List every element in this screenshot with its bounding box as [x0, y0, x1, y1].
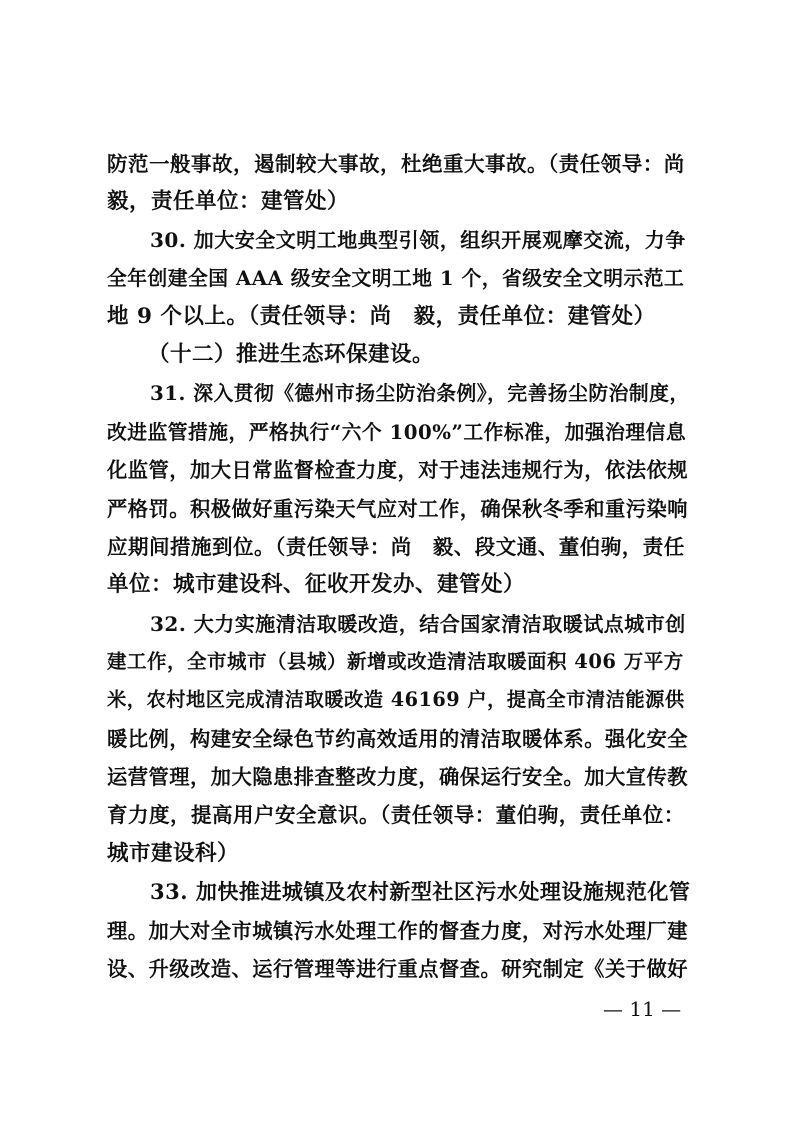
text-line: 应期间措施到位。（责任领导：尚 毅、段文通、董伯驹，责任 [107, 535, 685, 559]
text-line: 地 9 个以上。（责任领导：尚 毅，责任单位：建管处） [107, 304, 656, 329]
text-line: 单位：城市建设科、征收开发办、建管处） [107, 572, 526, 597]
text-line: 育力度，提高用户安全意识。（责任领导：董伯驹，责任单位： [107, 803, 685, 827]
text-line: 设、升级改造、运行管理等进行重点督查。研究制定《关于做好 [107, 957, 689, 981]
section-heading: （十二）推进生态环保建设。 [148, 342, 435, 367]
text-line: 理。加大对全市城镇污水处理工作的督查力度，对污水处理厂建 [107, 919, 689, 943]
text-line: 暖比例，构建安全绿色节约高效适用的清洁取暖体系。强化安全 [107, 727, 689, 751]
text-line: 30. 加大安全文明工地典型引领，组织开展观摩交流，力争 [150, 228, 686, 252]
text-line: 毅，责任单位：建管处） [107, 189, 350, 214]
text-line: 改进监管措施，严格执行“六个 100%”工作标准，加强治理信息 [107, 420, 687, 444]
text-line: 米，农村地区完成清洁取暖改造 46169 户，提高全市清洁能源供 [107, 688, 685, 711]
text-line: 城市建设科） [107, 841, 240, 866]
text-line: 防范一般事故，遏制较大事故，杜绝重大事故。（责任领导：尚 [107, 152, 685, 176]
text-line: 33. 加快推进城镇及农村新型社区污水处理设施规范化管 [150, 879, 691, 904]
text-line: 32. 大力实施清洁取暖改造，结合国家清洁取暖试点城市创 [150, 612, 686, 636]
text-line: 建工作，全市城市（县城）新增或改造清洁取暖面积 406 万平方 [107, 650, 684, 673]
text-line: 31. 深入贯彻《德州市扬尘防治条例》，完善扬尘防治制度， [150, 381, 690, 405]
text-line: 严格罚。积极做好重污染天气应对工作，确保秋冬季和重污染响 [107, 497, 689, 521]
text-line: 全年创建全国 AAA 级安全文明工地 1 个，省级安全文明示范工 [107, 266, 685, 290]
text-line: 化监管，加大日常监督检查力度，对于违法违规行为，依法依规 [107, 458, 689, 482]
page-number: — 11 — [603, 997, 682, 1021]
text-line: 运营管理，加大隐患排查整改力度，确保运行安全。加大宣传教 [107, 765, 689, 789]
